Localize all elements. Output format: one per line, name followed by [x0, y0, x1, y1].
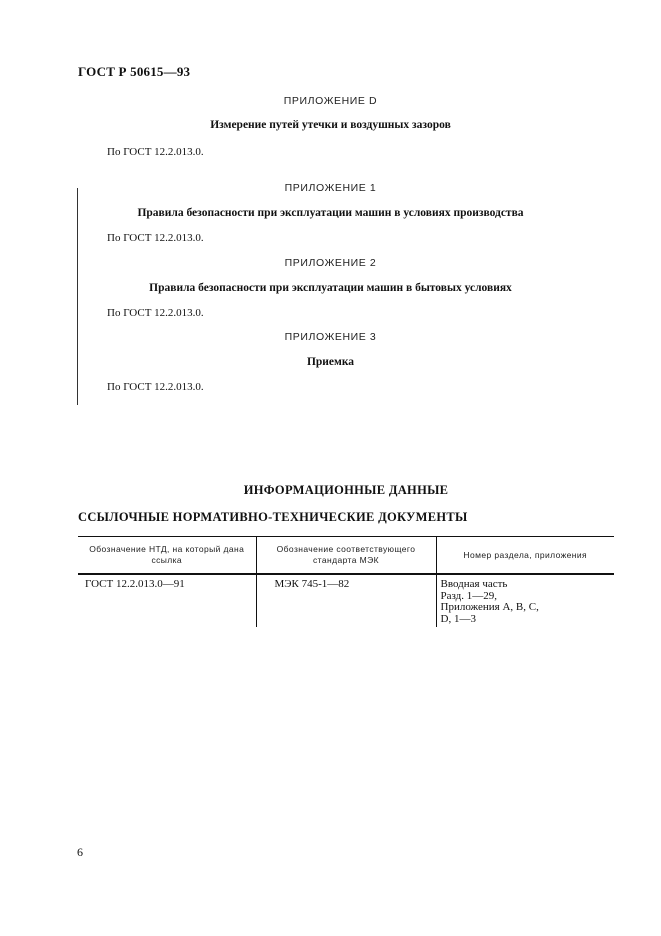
- annex-d-body: По ГОСТ 12.2.013.0.: [107, 146, 204, 158]
- column-header-ntd: Обозначение НТД, на который дана ссылка: [78, 537, 256, 575]
- cell-ntd: ГОСТ 12.2.013.0—91: [85, 578, 185, 590]
- annex-d-title: Измерение путей утечки и воздушных зазоров: [210, 119, 451, 131]
- references-table: [78, 536, 614, 627]
- info-heading: ИНФОРМАЦИОННЫЕ ДАННЫЕ: [243, 483, 449, 497]
- document-code: ГОСТ Р 50615—93: [78, 64, 191, 79]
- column-header-iec: Обозначение соответствующего стандарта МЭК: [256, 537, 436, 575]
- annex-1-title: Правила безопасности при эксплуатации машин в условиях производства: [137, 207, 524, 219]
- column-header-sections: Номер раздела, приложения: [436, 537, 614, 575]
- revision-margin-bar: [77, 188, 78, 405]
- cell-iec: МЭК 745-1—82: [256, 574, 436, 627]
- annex-3-label: ПРИЛОЖЕНИЕ 3: [284, 331, 377, 343]
- cell-sections: [436, 574, 614, 627]
- section-line: Приложения А, В, С,: [440, 601, 539, 613]
- annex-1-body: По ГОСТ 12.2.013.0.: [107, 232, 204, 244]
- annex-3-body: По ГОСТ 12.2.013.0.: [107, 381, 204, 393]
- page-number: 6: [77, 845, 83, 859]
- annex-d-label: ПРИЛОЖЕНИЕ D: [283, 95, 378, 107]
- annex-2-title: Правила безопасности при эксплуатации машин в бытовых условиях: [149, 282, 512, 294]
- section-line: Разд. 1—29,: [440, 589, 497, 602]
- section-line: Вводная часть: [440, 578, 508, 590]
- references-heading: ССЫЛОЧНЫЕ НОРМАТИВНО-ТЕХНИЧЕСКИЕ ДОКУМЕНТЫ: [78, 510, 468, 524]
- table-row: [78, 574, 614, 627]
- table-header-row: [78, 537, 614, 575]
- annex-2-label: ПРИЛОЖЕНИЕ 2: [284, 257, 377, 269]
- annex-1-label: ПРИЛОЖЕНИЕ 1: [284, 182, 377, 194]
- annex-2-body: По ГОСТ 12.2.013.0.: [107, 307, 204, 319]
- annex-3-title: Приемка: [306, 356, 355, 368]
- section-line: D, 1—3: [440, 612, 476, 625]
